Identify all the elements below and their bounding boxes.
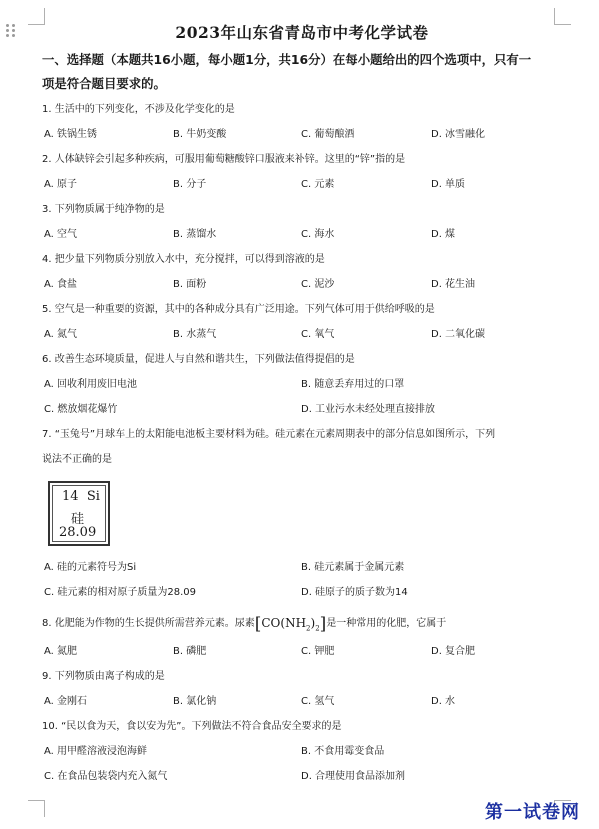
- q10-option-d: D. 合理使用食品添加剂: [301, 771, 406, 782]
- q1-option-d: D. 冰雪融化: [431, 129, 486, 140]
- question-8: 8. 化肥能为作物的生长提供所需营养元素。尿素$[CO(NH_2)_2]$是一种常用的化肥，它属于: [42, 614, 447, 634]
- q7-option-d: D. 硅原子的质子数为14: [301, 587, 408, 598]
- q8-option-d: D. 复合肥: [431, 646, 476, 657]
- q4-option-b: B. 面粉: [173, 279, 207, 290]
- question-6: 6. 改善生态环境质量，促进人与自然和谐共生，下列做法值得提倡的是: [42, 354, 355, 365]
- question-2: 2. 人体缺锌会引起多种疾病，可服用葡萄糖酸锌口服液来补锌。这里的“锌”指的是: [42, 154, 406, 165]
- q10-option-b: B. 不食用霉变食品: [301, 746, 385, 757]
- question-3: 3. 下列物质属于纯净物的是: [42, 204, 165, 215]
- q6-option-a: A. 回收利用废旧电池: [44, 379, 138, 390]
- page-title: 2023年山东省青岛市中考化学试卷: [175, 23, 429, 42]
- drag-handle-icon[interactable]: [6, 24, 16, 40]
- q2-option-a: A. 原子: [44, 179, 78, 190]
- crop-mark-bottom-left: [28, 800, 45, 817]
- question-4: 4. 把少量下列物质分别放入水中，充分搅拌，可以得到溶液的是: [42, 254, 325, 265]
- q5-option-d: D. 二氧化碳: [431, 329, 486, 340]
- question-9: 9. 下列物质由离子构成的是: [42, 671, 165, 682]
- q7-option-c: C. 硅元素的相对原子质量为28.09: [44, 587, 196, 598]
- question-7-cont: 说法不正确的是: [42, 454, 112, 465]
- q5-option-b: B. 水蒸气: [173, 329, 217, 340]
- q2-option-d: D. 单质: [431, 179, 466, 190]
- element-name: 硅: [71, 512, 85, 527]
- question-1: 1. 生活中的下列变化，不涉及化学变化的是: [42, 104, 235, 115]
- q4-option-a: A. 食盐: [44, 279, 78, 290]
- section-heading-line1: 一、选择题（本题共16小题，每小题1分，共16分）在每小题给出的四个选项中，只有一: [42, 52, 532, 67]
- silicon-element-card: [48, 481, 110, 546]
- q10-option-c: C. 在食品包装袋内充入氮气: [44, 771, 168, 782]
- q3-option-a: A. 空气: [44, 229, 78, 240]
- question-5: 5. 空气是一种重要的资源，其中的各种成分具有广泛用途。下列气体可用于供给呼吸的是: [42, 304, 435, 315]
- q8-option-a: A. 氮肥: [44, 646, 78, 657]
- q4-option-c: C. 泥沙: [301, 279, 335, 290]
- q5-option-a: A. 氮气: [44, 329, 78, 340]
- atomic-mass: 28.09: [59, 525, 97, 540]
- q9-option-b: B. 氯化钠: [173, 696, 217, 707]
- urea-formula: $[CO(NH_2)_2]$: [254, 614, 327, 634]
- q4-option-d: D. 花生油: [431, 279, 476, 290]
- q2-option-c: C. 元素: [301, 179, 335, 190]
- atomic-number: 14: [62, 489, 79, 504]
- q9-option-a: A. 金刚石: [44, 696, 88, 707]
- q8-option-c: C. 钾肥: [301, 646, 335, 657]
- q7-option-a: A. 硅的元素符号为Si: [44, 562, 137, 573]
- q10-option-a: A. 用甲醛溶液浸泡海鲜: [44, 746, 148, 757]
- question-10: 10. “民以食为天，食以安为先”。下列做法不符合食品安全要求的是: [42, 721, 342, 732]
- q3-option-b: B. 蒸馏水: [173, 229, 217, 240]
- q9-option-c: C. 氢气: [301, 696, 335, 707]
- q1-option-b: B. 牛奶变酸: [173, 129, 227, 140]
- q6-option-b: B. 随意丢弃用过的口罩: [301, 379, 405, 390]
- q5-option-c: C. 氧气: [301, 329, 335, 340]
- q9-option-d: D. 水: [431, 696, 456, 707]
- q6-option-d: D. 工业污水未经处理直接排放: [301, 404, 436, 415]
- q1-option-c: C. 葡萄酿酒: [301, 129, 355, 140]
- question-7: 7. “玉兔号”月球车上的太阳能电池板主要材料为硅。硅元素在元素周期表中的部分信息如图所示，下列: [42, 429, 496, 440]
- q1-option-a: A. 铁锅生锈: [44, 129, 98, 140]
- q3-option-c: C. 海水: [301, 229, 335, 240]
- q6-option-c: C. 燃放烟花爆竹: [44, 404, 118, 415]
- q8-option-b: B. 磷肥: [173, 646, 207, 657]
- watermark-logo: 第一试卷网: [485, 802, 580, 823]
- section-heading-line2: 项是符合题目要求的。: [42, 76, 166, 91]
- q7-option-b: B. 硅元素属于金属元素: [301, 562, 405, 573]
- element-symbol: Si: [86, 489, 100, 504]
- q2-option-b: B. 分子: [173, 179, 207, 190]
- q3-option-d: D. 煤: [431, 229, 456, 240]
